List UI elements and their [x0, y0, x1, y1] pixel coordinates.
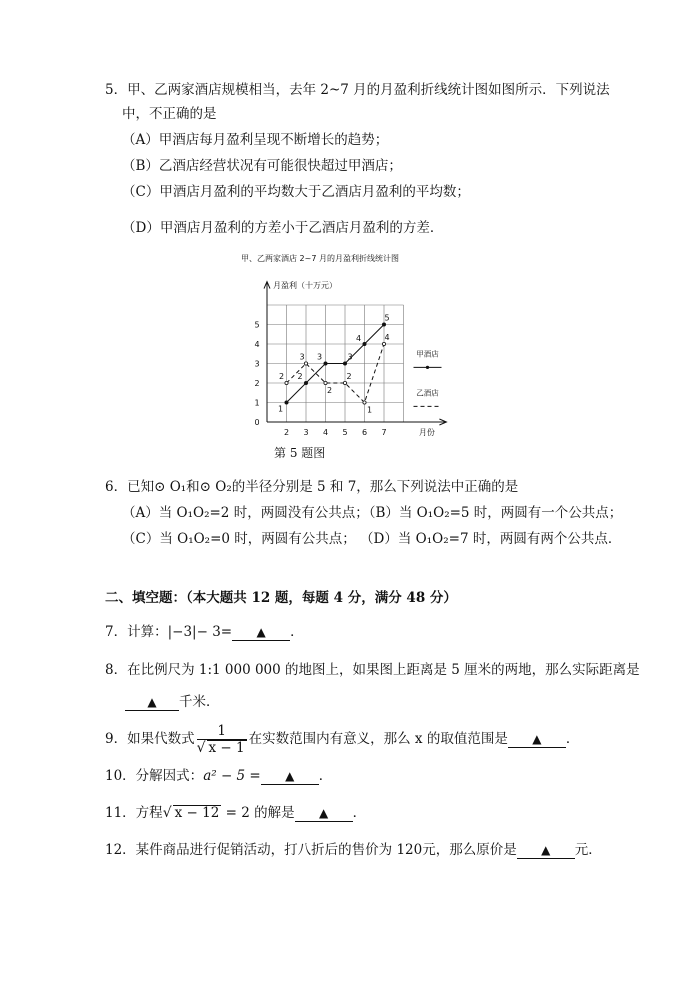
data-label: 5 — [384, 313, 390, 323]
blank-triangle-icon: ▲ — [541, 843, 551, 857]
q12-suffix: 元． — [574, 842, 602, 858]
q9-fraction — [197, 723, 247, 756]
q5-option-b: （B）乙酒店经营状况有可能很快超过甲酒店； — [122, 158, 402, 174]
q7-expression: |−3|− 3= — [167, 624, 233, 640]
data-label: 2 — [346, 372, 352, 381]
y-tick-label: 2 — [254, 379, 260, 388]
q7-prefix: 7．计算： — [105, 624, 168, 640]
data-label: 1 — [366, 405, 373, 415]
q5-option-d: （D）甲酒店月盈利的方差小于乙酒店月盈利的方差． — [122, 220, 444, 236]
q10-expression: a² − 5 = — [203, 768, 261, 784]
q6-stem: 6．已知⊙ O₁和⊙ O₂的半径分别是 5 和 7，那么下列说法中正确的是 — [105, 479, 519, 495]
section-title: 二、填空题：（本大题共 12 题，每题 4 分，满分 48 分） — [105, 590, 457, 606]
q12 — [105, 840, 602, 860]
x-tick-label: 3 — [303, 428, 309, 437]
data-point — [382, 342, 385, 345]
data-label: 1 — [277, 404, 284, 414]
data-point — [343, 362, 347, 366]
q10-answer-blank[interactable] — [261, 768, 319, 785]
q11-suffix: ． — [352, 805, 367, 821]
q12-prefix: 12．某件商品进行促销活动，打八折后的售价为 120元，那么原价是 — [105, 842, 517, 858]
data-label: 2 — [326, 386, 333, 395]
y-tick-label: 0 — [254, 418, 260, 427]
q12-answer-blank[interactable] — [517, 842, 575, 859]
q9-denominator — [197, 740, 247, 756]
q8-line2 — [125, 692, 220, 712]
q8-answer-blank[interactable] — [125, 694, 179, 711]
q10 — [105, 766, 332, 786]
chart-title: 甲、乙两家酒店 2~7 月的月盈利折线统计图 — [241, 254, 399, 263]
q8-line1: 8．在比例尺为 1:1 000 000 的地图上，如果图上距离是 5 厘米的两地，那么实际距离是 — [105, 662, 640, 678]
y-tick-label: 5 — [254, 320, 260, 330]
data-point — [324, 381, 327, 384]
legend-label-jia: 甲酒店 — [416, 349, 439, 359]
q9-answer-blank[interactable] — [508, 731, 566, 748]
legend-label-yi: 乙酒店 — [416, 388, 439, 398]
data-point — [363, 342, 367, 346]
data-point — [285, 401, 289, 405]
y-tick-label: 1 — [254, 398, 260, 408]
x-tick-label: 4 — [322, 428, 329, 437]
sqrt-icon: √ — [162, 805, 172, 821]
q6-options-row1: （A）当 O₁O₂=2 时，两圆没有公共点；（B）当 O₁O₂=5 时，两圆有一个公共点； — [122, 505, 623, 521]
y-tick-label: 4 — [254, 340, 260, 349]
q11 — [105, 803, 366, 823]
q11-radicand: x − 12 — [174, 805, 220, 821]
data-point — [324, 362, 328, 366]
data-point — [363, 401, 366, 404]
y-tick-label: 3 — [254, 359, 260, 369]
blank-triangle-icon: ▲ — [147, 695, 157, 709]
q11-rhs: = 2 的解是 — [225, 805, 295, 821]
q10-suffix: ． — [318, 768, 333, 784]
q5-option-a: （A）甲酒店每月盈利呈现不断增长的趋势； — [122, 132, 389, 148]
q5-option-c: （C）甲酒店月盈利的平均数大于乙酒店月盈利的平均数； — [122, 184, 470, 200]
data-point — [382, 323, 386, 327]
chart-svg — [222, 250, 462, 450]
data-label: 3 — [299, 352, 305, 362]
data-point — [285, 381, 288, 384]
blank-triangle-icon: ▲ — [318, 806, 329, 820]
data-label: 3 — [347, 352, 353, 362]
q11-prefix: 11．方程 — [105, 805, 163, 821]
x-tick-label: 2 — [283, 428, 290, 437]
blank-triangle-icon: ▲ — [532, 732, 542, 746]
data-point — [343, 381, 346, 384]
q7 — [105, 622, 304, 642]
q7-answer-blank[interactable] — [232, 624, 290, 641]
profit-line-chart — [222, 250, 462, 450]
q9-radicand: x − 1 — [208, 740, 245, 756]
blank-triangle-icon: ▲ — [285, 769, 295, 783]
x-tick-label: 6 — [361, 428, 368, 437]
figure-caption: 第 5 题图 — [274, 446, 326, 460]
q10-prefix: 10．分解因式： — [105, 768, 204, 784]
data-label: 2 — [297, 372, 303, 381]
data-point — [304, 362, 307, 365]
q5-stem-line2: 中，不正确的是 — [122, 106, 217, 122]
q6-options-row2: （C）当 O₁O₂=0 时，两圆有公共点； （D）当 O₁O₂=7 时，两圆有两个公共点． — [122, 531, 622, 547]
q9 — [105, 722, 579, 756]
x-axis-label: 月份 — [418, 428, 435, 437]
x-tick-label: 7 — [381, 428, 387, 437]
q9-middle: 在实数范围内有意义，那么 x 的取值范围是 — [248, 731, 508, 747]
q9-suffix: ． — [565, 731, 580, 747]
data-label: 4 — [355, 334, 362, 343]
q9-numerator: 1 — [197, 723, 247, 740]
q9-prefix: 9．如果代数式 — [105, 731, 195, 747]
blank-triangle-icon: ▲ — [256, 625, 266, 639]
data-label: 2 — [278, 372, 285, 381]
q7-suffix: ． — [290, 624, 304, 640]
data-label: 3 — [316, 352, 323, 362]
q11-answer-blank[interactable] — [295, 805, 353, 822]
data-label: 4 — [384, 333, 390, 342]
x-tick-label: 5 — [342, 428, 348, 437]
q5-stem-line1: 5．甲、乙两家酒店规模相当，去年 2~7 月的月盈利折线统计图如图所示．下列说法 — [105, 82, 610, 98]
sqrt-icon: √ — [196, 740, 206, 756]
y-axis-label: 月盈利（十万元） — [273, 281, 337, 290]
legend-marker — [426, 366, 429, 369]
q8-suffix: 千米． — [179, 694, 220, 710]
data-point — [304, 381, 308, 385]
